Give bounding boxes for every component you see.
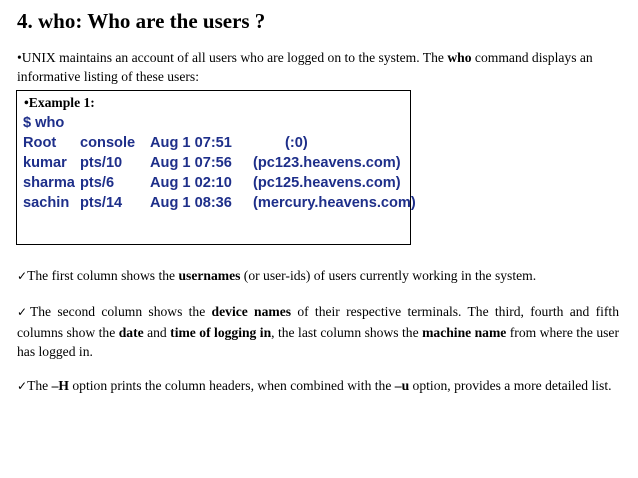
bullet-text: and — [143, 324, 171, 340]
intro-text-1: •UNIX maintains an account of all users who are logged on to the system. The — [17, 50, 448, 65]
example-box — [16, 90, 416, 245]
bullet-text: of their respective terminals. The third, fourth and fifth columns show the — [17, 304, 620, 340]
row-machine: (:0) — [285, 135, 308, 151]
check-icon: ✓ — [17, 379, 28, 393]
intro-paragraph — [17, 48, 617, 86]
row-date-time: Aug 1 07:51 — [150, 135, 232, 151]
row-device: pts/10 — [80, 155, 123, 171]
bullet-text: The — [27, 378, 52, 393]
row-machine: (mercury.heavens.com) — [253, 195, 416, 211]
bold-term: time of logging in — [170, 324, 272, 340]
bullet-text: option, provides a more detailed list. — [409, 378, 612, 393]
row-device: pts/14 — [80, 195, 123, 211]
row-user: Root — [23, 135, 57, 151]
bold-term: –u — [394, 378, 410, 393]
bullet-text: The first column shows the — [27, 268, 179, 283]
bullet-first-column — [17, 266, 619, 287]
bullet-second-column — [17, 302, 619, 362]
bullet-text: The second column shows the — [29, 304, 212, 319]
bold-term: date — [118, 324, 144, 340]
check-icon: ✓ — [17, 305, 30, 319]
row-device: pts/6 — [80, 175, 115, 191]
bullet-h-option — [17, 376, 619, 397]
bullet-text: option prints the column headers, when combined with the — [68, 378, 395, 393]
slide-title: 4. who: Who are the users ? — [17, 9, 266, 33]
row-user: sachin — [23, 195, 70, 211]
bold-term: device names — [211, 304, 292, 319]
row-user: kumar — [23, 155, 67, 171]
bold-term: machine name — [422, 324, 507, 340]
example-label: •Example 1: — [24, 95, 95, 110]
row-user: sharma — [23, 175, 75, 191]
bold-term: –H — [51, 378, 69, 393]
command-text: $ who — [23, 115, 65, 131]
row-date-time: Aug 1 08:36 — [150, 195, 232, 211]
intro-text-2: command displays an informative listing of these users: — [17, 50, 593, 84]
bullet-text: from where the user has logged in. — [17, 324, 619, 359]
bold-term: usernames — [178, 268, 241, 283]
bullet-text: (or user-ids) of users currently working in the system. — [240, 268, 537, 283]
bullet-text: , the last column shows the — [271, 324, 423, 340]
row-machine: (pc125.heavens.com) — [253, 175, 401, 191]
check-icon: ✓ — [17, 269, 28, 283]
row-device: console — [80, 135, 136, 151]
row-date-time: Aug 1 07:56 — [150, 155, 232, 171]
row-machine: (pc123.heavens.com) — [253, 155, 401, 171]
who-command-keyword: who — [447, 50, 472, 65]
row-date-time: Aug 1 02:10 — [150, 175, 232, 191]
